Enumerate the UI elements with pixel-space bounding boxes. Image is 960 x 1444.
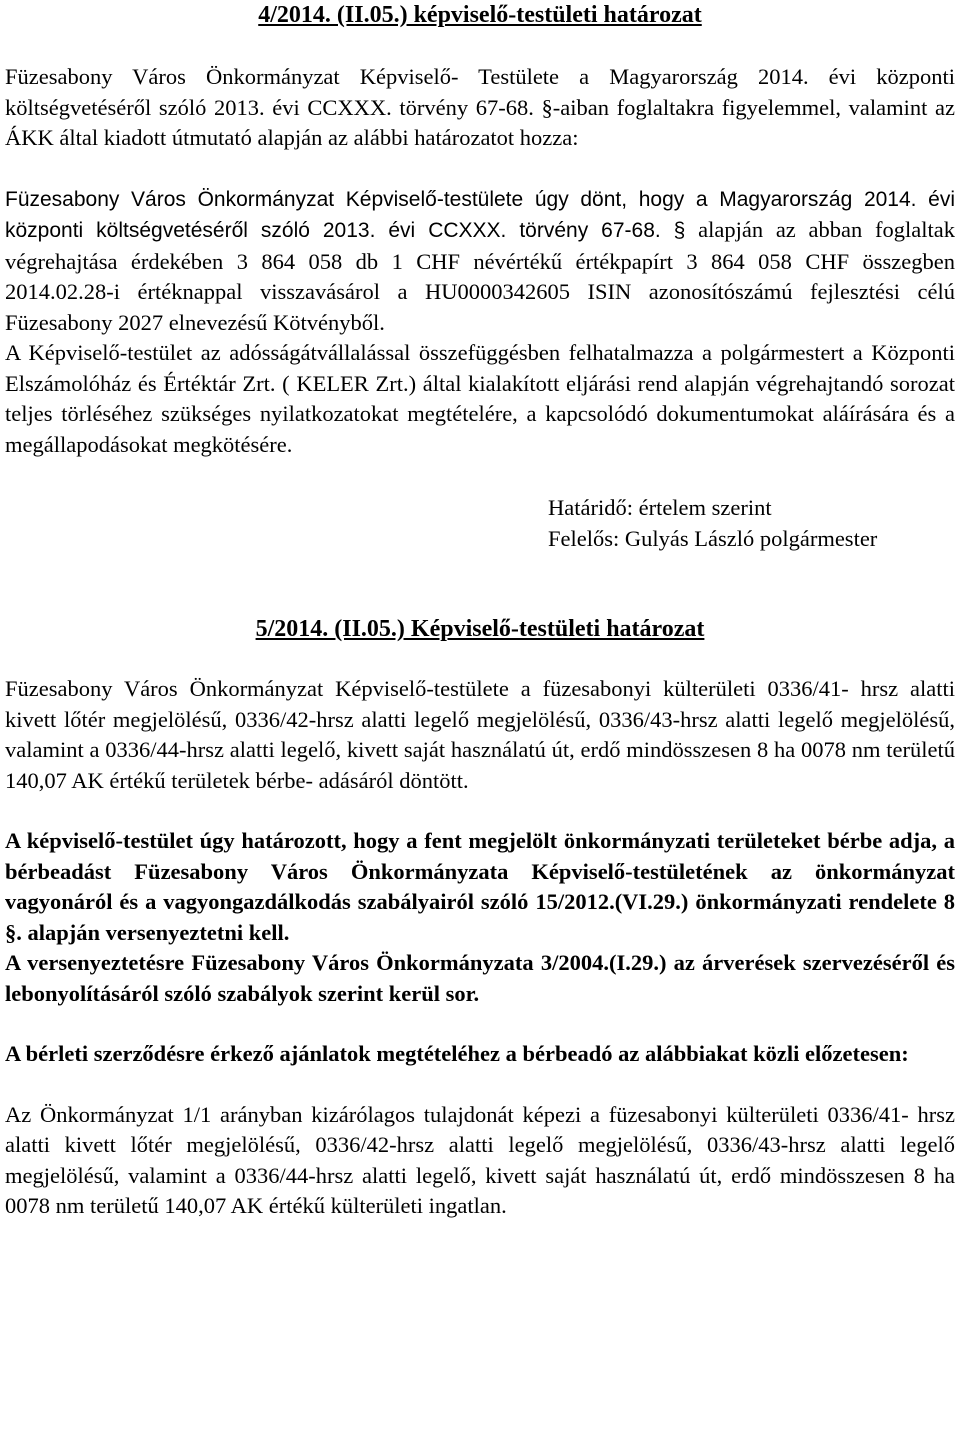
spacer <box>5 30 955 62</box>
resolution-4-heading: 4/2014. (II.05.) képviselő-testületi határozat <box>258 2 702 28</box>
spacer <box>5 460 955 492</box>
resolution-5-ownership: Az Önkormányzat 1/1 arányban kizárólagos tulajdonát képezi a füzesabonyi külterületi 0336/41- hrsz alatti kivett lőtér megjelölésű, 0336/42-hrsz alatti legelő megjelölésű, 0336/43-hrsz alatti legelő megjelölésű, valamint a 0336/44-hrsz alatti legelő, kivett saját használatú út, erdő mindösszesen 8 ha 0078 nm területű 140,07 AK értékű külterületi ingatlan. <box>5 1101 955 1218</box>
resolution-4-deadline: Határidő: értelem szerint <box>548 495 772 520</box>
document-page <box>5 0 955 1222</box>
resolution-5-auction: A versenyeztetésre Füzesabony Város Önkormányzata 3/2004.(I.29.) az árverések szervezéséről és lebonyolításáról szóló szabályok szerint kerül sor. <box>5 950 955 1006</box>
spacer <box>5 554 955 614</box>
resolution-4-authorization: A Képviselő-testület az adósságátvállalással összefüggésben felhatalmazza a polgármestert a Központi Elszámolóház és Értéktár Zrt. ( KELER Zrt.) által kialakított eljárási rend alapján végrehajtandó sorozat teljes törléséhez szükséges nyilatkozatokat megtételére, a kapcsolódó dokumentumokat aláírására és a megállapodásokat megkötésére. <box>5 340 955 457</box>
resolution-5-decision: A képviselő-testület úgy határozott, hogy a fent megjelölt önkormányzati területeket bérbe adja, a bérbeadást Füzesabony Város Önkormányzata Képviselő-testületének az önkormányzat vagyonáról és a vagyongazdálkodás szabályairól szóló 15/2012.(VI.29.) önkormányzati rendelete 8 §. alapján versenyeztetni kell. <box>5 828 955 945</box>
spacer <box>5 154 955 184</box>
resolution-4-decision <box>5 184 955 339</box>
resolution-4-decision-serif: alapján az abban foglaltak végrehajtása érdekében 3 864 058 db 1 CHF névértékű értékpapírt 3 864 058 CHF összegben 2014.02.28-i értéknappal visszavásárol a HU0000342605 ISIN azonosítószámú fejlesztési célú Füzesabony 2027 elnevezésű Kötvényből. <box>5 217 955 335</box>
resolution-4-responsible: Felelős: Gulyás László polgármester <box>548 526 878 551</box>
spacer <box>5 796 955 826</box>
spacer <box>5 1009 955 1039</box>
resolution-5-heading: 5/2014. (II.05.) Képviselő-testületi határozat <box>255 616 705 642</box>
resolution-4-intro: Füzesabony Város Önkormányzat Képviselő- Testülete a Magyarország 2014. évi központi költségvetéséről szóló 2013. évi CCXXX. törvény 67-68. §-aiban foglaltakra figyelemmel, valamint az ÁKK által kiadott útmutató alapján az alábbi határozatot hozza: <box>5 64 955 150</box>
spacer <box>5 1070 955 1100</box>
resolution-4-decision-sans: Füzesabony Város Önkormányzat Képviselő-testülete úgy dönt, hogy a Magyarország 2014. évi központi költségvetéséről szóló 2013. évi CCXXX. törvény 67-68. § <box>5 187 955 242</box>
resolution-5-intro: Füzesabony Város Önkormányzat Képviselő-testülete a füzesabonyi külterületi 0336/41- hrsz alatti kivett lőtér megjelölésű, 0336/42-hrsz alatti legelő megjelölésű, 0336/43-hrsz alatti legelő megjelölésű, valamint a 0336/44-hrsz alatti legelő, kivett saját használatú út, erdő mindösszesen 8 ha 0078 nm területű 140,07 AK értékű területek bérbe- adásáról döntött. <box>5 676 955 793</box>
spacer <box>5 644 955 674</box>
resolution-5-offers: A bérleti szerződésre érkező ajánlatok megtételéhez a bérbeadó az alábbiakat közli előzetesen: <box>5 1041 909 1066</box>
